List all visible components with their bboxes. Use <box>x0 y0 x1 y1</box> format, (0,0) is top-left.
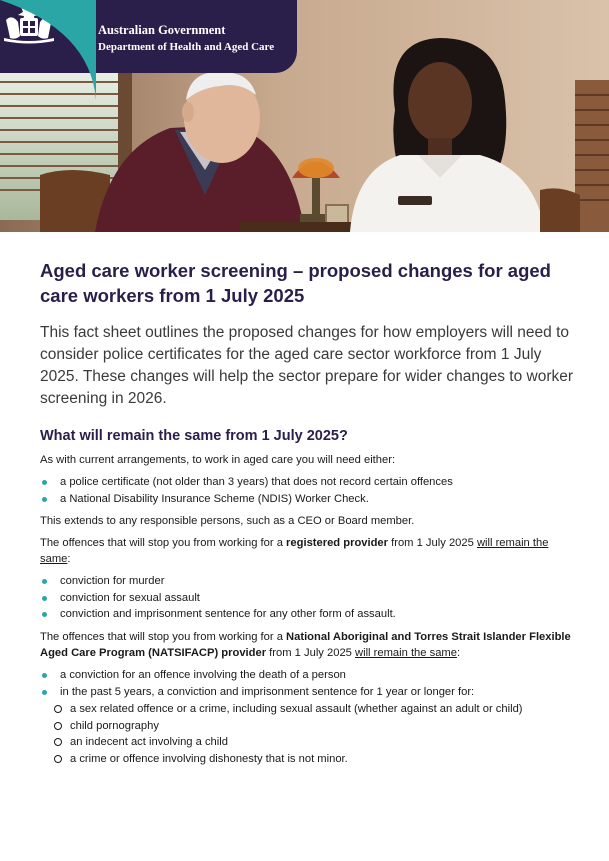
page-title: Aged care worker screening – proposed changes for aged care workers from 1 July 2025 <box>40 260 551 306</box>
registered-offences-list <box>40 573 580 623</box>
list-item: conviction for sexual assault <box>40 590 580 607</box>
sub-list-item: child pornography <box>40 718 580 735</box>
teal-corner-decoration <box>0 0 96 100</box>
registered-provider-paragraph: The offences that will stop you from working for a registered provider from 1 July 2025 will remain the same: <box>40 537 549 566</box>
fact-sheet-content <box>40 258 580 768</box>
natsifacp-sub-list <box>40 701 580 767</box>
list-item: conviction and imprisonment sentence for any other form of assault. <box>40 606 580 623</box>
sub-list-item: a crime or offence involving dishonesty that is not minor. <box>40 751 580 768</box>
lead-paragraph: As with current arrangements, to work in aged care you will need either: <box>40 454 396 466</box>
government-name: Australian Government <box>98 23 226 37</box>
list-item: a police certificate (not older than 3 years) that does not record certain offences <box>40 474 580 491</box>
list-item: conviction for murder <box>40 573 580 590</box>
list-item: a National Disability Insurance Scheme (NDIS) Worker Check. <box>40 491 580 508</box>
responsible-persons-paragraph: This extends to any responsible persons, such as a CEO or Board member. <box>40 515 415 528</box>
sub-list-item: an indecent act involving a child <box>40 734 580 751</box>
natsifacp-paragraph: The offences that will stop you from working for a National Aboriginal and Torres Strait Islander Flexible Aged Care Program (NATSIFACP) provider from 1 July 2025 will remain the same: <box>40 630 571 659</box>
requirements-list <box>40 474 580 507</box>
department-name: Department of Health and Aged Care <box>98 41 275 53</box>
list-item: in the past 5 years, a conviction and imprisonment sentence for 1 year or longer for: <box>40 684 580 701</box>
hero-image <box>0 0 609 232</box>
natsifacp-offences-list <box>40 667 580 700</box>
intro-paragraph: This fact sheet outlines the proposed changes for how employers will need to consider police certificates for the aged care sector workforce from 1 July 2025. These changes will help the sector prepare for wider changes to worker screening in 2026. <box>40 324 574 407</box>
section-heading: What will remain the same from 1 July 2025? <box>40 428 348 444</box>
sub-list-item: a sex related offence or a crime, including sexual assault (whether against an adult or child) <box>40 701 580 718</box>
list-item: a conviction for an offence involving the death of a person <box>40 667 580 684</box>
